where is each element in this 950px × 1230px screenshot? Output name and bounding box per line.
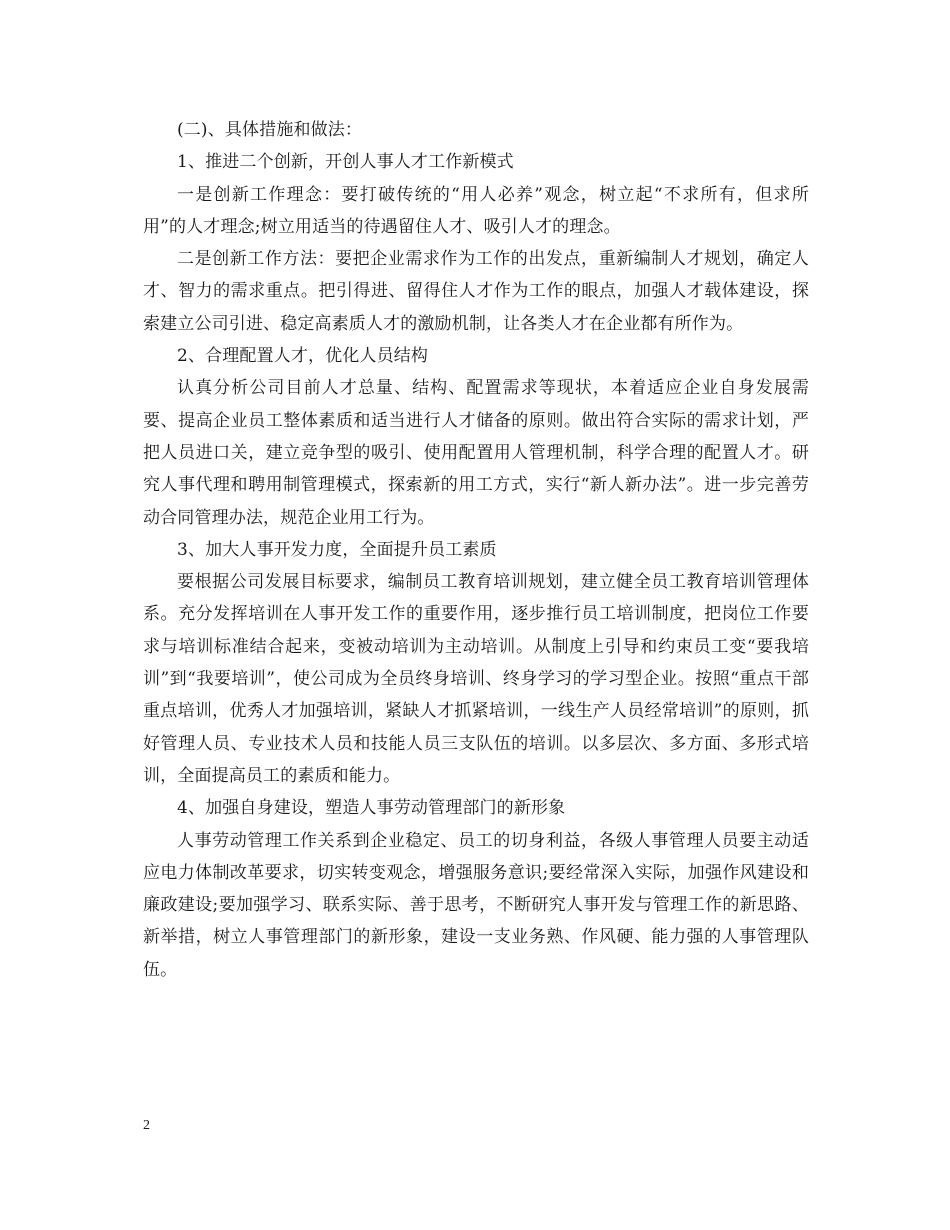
subsection-heading-4: 4、加强自身建设，塑造人事劳动管理部门的新形象 xyxy=(177,798,566,819)
body-paragraph: 认真分析公司目前人才总量、结构、配置需求等现状，本着适应企业自身发展需要、提高企业员工整体素质和适当进行人才储备的原则。做出符合实际的需求计划，严把人员进口关，建立竞争型的吸引、使用配置用人管理机制，科学合理的配置人才。研究人事代理和聘用制管理模式，探索新的用工方式，实行“新人新办法”。进一步完善劳动合同管理办法，规范企业用工行为。 xyxy=(143,378,809,528)
body-paragraph: 要根据公司发展目标要求，编制员工教育培训规划，建立健全员工教育培训管理体系。充分发挥培训在人事开发工作的重要作用，逐步推行员工培训制度，把岗位工作要求与培训标准结合起来，变被动培训为主动培训。从制度上引导和约束员工变“要我培训”到“我要培训”，使公司成为全员终身培训、终身学习的学习型企业。按照“重点干部重点培训，优秀人才加强培训，紧缺人才抓紧培训，一线生产人员经常培训”的原则，抓好管理人员、专业技术人员和技能人员三支队伍的培训。以多层次、多方面、多形式培训，全面提高员工的素质和能力。 xyxy=(143,572,809,786)
body-paragraph: 人事劳动管理工作关系到企业稳定、员工的切身利益，各级人事管理人员要主动适应电力体制改革要求，切实转变观念，增强服务意识;要经常深入实际，加强作风建设和廉政建设;要加强学习、联系实际、善于思考，不断研究人事开发与管理工作的新思路、新举措，树立人事管理部门的新形象，建设一支业务熟、作风硬、能力强的人事管理队伍。 xyxy=(143,830,809,980)
subsection-heading-2: 2、合理配置人才，优化人员结构 xyxy=(177,346,429,367)
subsection-heading-3: 3、加大人事开发力度，全面提升员工素质 xyxy=(177,539,497,560)
section-heading: (二)、具体措施和做法： xyxy=(177,120,363,140)
page-number: 2 xyxy=(143,1118,150,1133)
body-paragraph: 二是创新工作方法：要把企业需求作为工作的出发点，重新编制人才规划，确定人才、智力的需求重点。把引得进、留得住人才作为工作的眼点，加强人才载体建设，探索建立公司引进、稳定高素质人才的激励机制，让各类人才在企业都有所作为。 xyxy=(143,249,809,334)
subsection-heading-1: 1、推进二个创新，开创人事人才工作新模式 xyxy=(177,152,514,173)
document-body xyxy=(143,114,809,986)
body-paragraph: 一是创新工作理念：要打破传统的“用人必养”观念，树立起“不求所有，但求所用”的人才理念;树立用适当的待遇留住人才、吸引人才的理念。 xyxy=(143,184,809,237)
